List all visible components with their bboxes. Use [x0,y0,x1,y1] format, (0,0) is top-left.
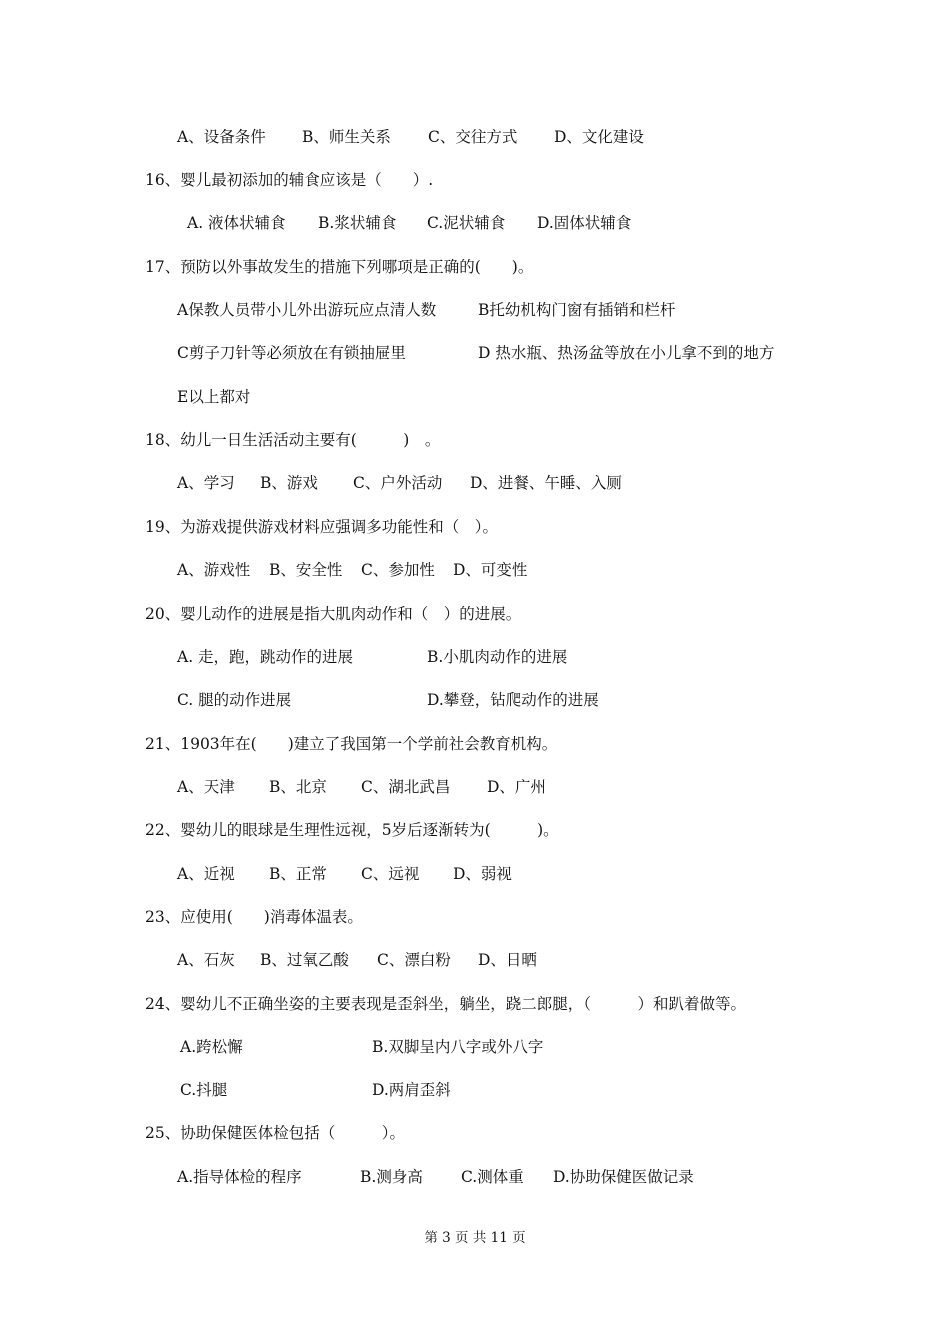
q20-option-c: C. 腿的动作进展 [177,691,292,709]
q19-option-a: A、游戏性 [177,561,251,579]
q18-option-c: C、户外活动 [353,474,443,492]
q16-option-a: A. 液体状辅食 [187,214,286,232]
q24-option-d: D.两肩歪斜 [372,1081,451,1099]
q21-option-b: B、北京 [269,778,327,796]
q22-option-a: A、近视 [177,865,235,883]
q24-option-a: A.跨松懈 [180,1038,243,1056]
q22-option-d: D、弱视 [453,865,512,883]
q25-option-b: B.测身高 [360,1168,423,1186]
q15-option-a: A、设备条件 [177,128,266,146]
q23-option-a: A、石灰 [177,951,235,969]
q23-option-b: B、过氧乙酸 [260,951,349,969]
q19-stem: 19、为游戏提供游戏材料应强调多功能性和（ ）。 [145,518,498,536]
q22-option-c: C、远视 [361,865,420,883]
q21-option-a: A、天津 [177,778,235,796]
q17-option-e: E以上都对 [177,388,251,406]
q16-option-c: C.泥状辅食 [427,214,506,232]
q21-option-d: D、广州 [487,778,546,796]
q19-option-c: C、参加性 [361,561,435,579]
q18-option-a: A、学习 [177,474,235,492]
q16-stem: 16、婴儿最初添加的辅食应该是（ ）. [145,171,434,189]
q20-option-d: D.攀登，钻爬动作的进展 [427,691,599,709]
q25-option-d: D.协助保健医做记录 [553,1168,694,1186]
q24-option-c: C.抖腿 [180,1081,228,1099]
q21-option-c: C、湖北武昌 [361,778,451,796]
q18-stem: 18、幼儿一日生活活动主要有( ) 。 [145,431,441,449]
q17-option-d: D 热水瓶、热汤盆等放在小儿拿不到的地方 [478,344,775,362]
q20-option-a: A. 走，跑，跳动作的进展 [177,648,354,666]
q16-option-b: B.浆状辅食 [318,214,397,232]
q23-option-d: D、日晒 [478,951,537,969]
q20-option-b: B.小肌肉动作的进展 [427,648,568,666]
q22-stem: 22、婴幼儿的眼球是生理性远视，5岁后逐渐转为( )。 [145,821,559,839]
q25-stem: 25、协助保健医体检包括（ ）。 [145,1124,405,1142]
q24-option-b: B.双脚呈内八字或外八字 [372,1038,544,1056]
q15-option-d: D、文化建设 [554,128,644,146]
q15-option-b: B、师生关系 [302,128,391,146]
q22-option-b: B、正常 [269,865,327,883]
q19-option-b: B、安全性 [269,561,343,579]
q24-stem: 24、婴幼儿不正确坐姿的主要表现是歪斜坐，躺坐，跷二郎腿，（ ）和趴着做等。 [145,995,746,1013]
q17-option-c: C剪子刀针等必须放在有锁抽屉里 [177,344,406,362]
q18-option-b: B、游戏 [260,474,318,492]
q17-stem: 17、预防以外事故发生的措施下列哪项是正确的( )。 [145,258,534,276]
q23-option-c: C、漂白粉 [377,951,451,969]
q18-option-d: D、进餐、午睡、入厕 [470,474,622,492]
q17-option-b: B托幼机构门窗有插销和栏杆 [478,301,676,319]
q17-option-a: A保教人员带小儿外出游玩应点清人数 [177,301,437,319]
q19-option-d: D、可变性 [453,561,528,579]
q15-option-c: C、交往方式 [428,128,518,146]
q25-option-a: A.指导体检的程序 [177,1168,302,1186]
q20-stem: 20、婴儿动作的进展是指大肌肉动作和（ ）的进展。 [145,605,522,623]
q16-option-d: D.固体状辅食 [537,214,632,232]
page-footer: 第 3 页 共 11 页 [424,1230,526,1246]
q23-stem: 23、应使用( )消毒体温表。 [145,908,363,926]
q21-stem: 21、1903年在( )建立了我国第一个学前社会教育机构。 [145,735,558,753]
q25-option-c: C.测体重 [461,1168,524,1186]
